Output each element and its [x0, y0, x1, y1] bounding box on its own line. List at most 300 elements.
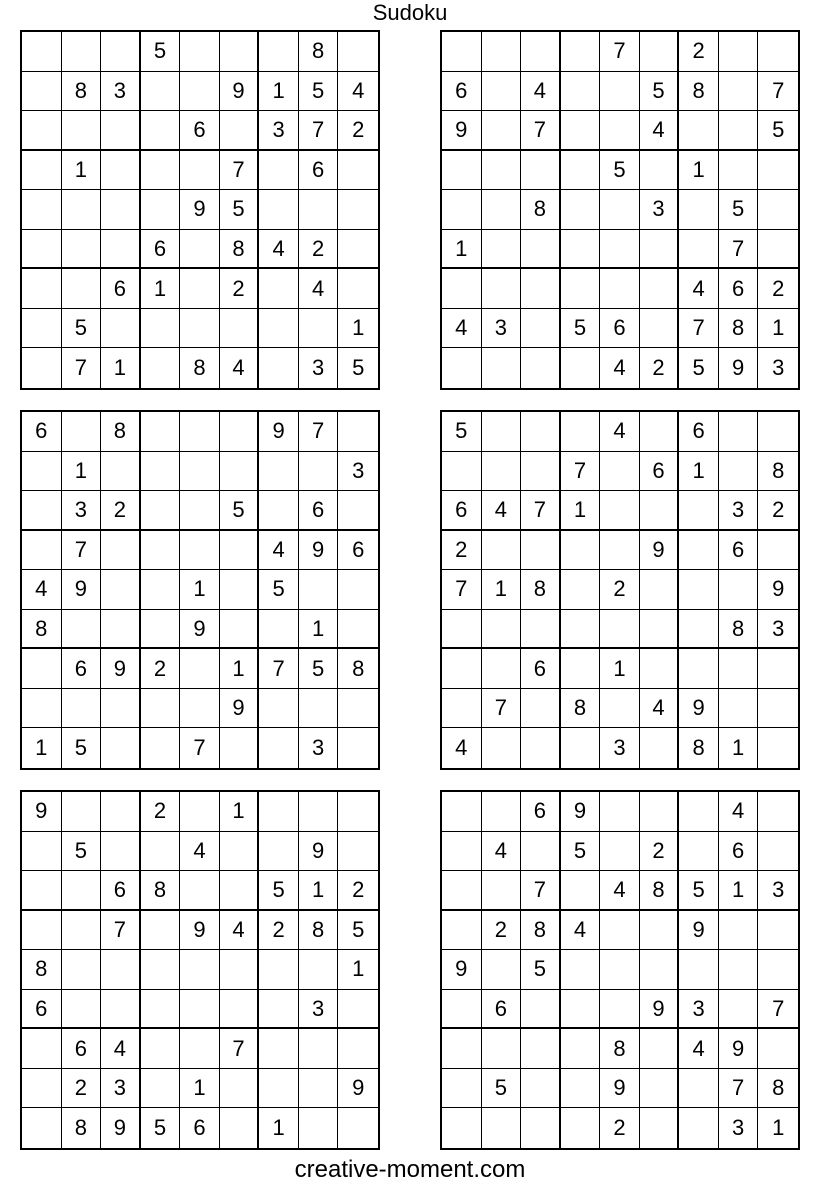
sudoku-cell: 1	[482, 570, 522, 610]
sudoku-cell	[482, 531, 522, 571]
sudoku-cell: 8	[640, 871, 680, 911]
sudoku-cell: 8	[101, 412, 141, 452]
sudoku-cell	[62, 871, 102, 911]
sudoku-cell	[521, 32, 561, 72]
sudoku-cell	[259, 832, 299, 872]
sudoku-cell	[22, 230, 62, 270]
sudoku-cell	[442, 269, 482, 309]
sudoku-cell: 7	[600, 32, 640, 72]
sudoku-cell: 2	[141, 649, 181, 689]
sudoku-cell	[600, 832, 640, 872]
sudoku-cell: 1	[299, 610, 339, 650]
sudoku-cell	[259, 452, 299, 492]
sudoku-cell	[758, 151, 798, 191]
sudoku-cell	[259, 792, 299, 832]
sudoku-cell	[679, 190, 719, 230]
sudoku-cell	[679, 792, 719, 832]
sudoku-cell: 9	[220, 72, 260, 112]
sudoku-cell: 9	[180, 190, 220, 230]
sudoku-cell	[62, 230, 102, 270]
sudoku-cell	[180, 230, 220, 270]
sudoku-cell: 1	[101, 348, 141, 388]
sudoku-cell	[22, 309, 62, 349]
sudoku-cell: 7	[299, 111, 339, 151]
sudoku-cell: 1	[259, 1108, 299, 1148]
sudoku-cell: 6	[442, 491, 482, 531]
sudoku-cell: 2	[600, 1108, 640, 1148]
sudoku-cell	[101, 832, 141, 872]
sudoku-cell	[758, 649, 798, 689]
sudoku-cell	[442, 990, 482, 1030]
sudoku-cell	[180, 452, 220, 492]
sudoku-cell: 9	[299, 832, 339, 872]
sudoku-cell: 9	[101, 1108, 141, 1148]
sudoku-cell	[62, 111, 102, 151]
sudoku-cell	[259, 610, 299, 650]
sudoku-cell	[640, 309, 680, 349]
sudoku-cell	[442, 348, 482, 388]
sudoku-cell	[338, 412, 378, 452]
sudoku-cell	[299, 792, 339, 832]
sudoku-cell: 9	[719, 348, 759, 388]
sudoku-cell	[101, 190, 141, 230]
sudoku-cell: 5	[220, 190, 260, 230]
sudoku-cell	[482, 950, 522, 990]
sudoku-cell	[101, 950, 141, 990]
sudoku-cell	[22, 649, 62, 689]
sudoku-cell	[561, 72, 601, 112]
sudoku-cell	[338, 1029, 378, 1069]
sudoku-cell: 7	[442, 570, 482, 610]
sudoku-cell	[259, 190, 299, 230]
sudoku-cell: 4	[561, 911, 601, 951]
sudoku-cell: 2	[141, 792, 181, 832]
sudoku-cell	[101, 111, 141, 151]
sudoku-cell	[719, 649, 759, 689]
sudoku-cell	[679, 111, 719, 151]
sudoku-cell	[482, 1108, 522, 1148]
sudoku-cell: 6	[719, 269, 759, 309]
sudoku-cell: 9	[640, 990, 680, 1030]
sudoku-cell	[141, 531, 181, 571]
sudoku-cell	[299, 1029, 339, 1069]
sudoku-cell	[220, 610, 260, 650]
sudoku-cell	[561, 649, 601, 689]
sudoku-cell: 1	[679, 452, 719, 492]
sudoku-cell	[259, 689, 299, 729]
sudoku-cell: 1	[442, 230, 482, 270]
sudoku-cell	[561, 32, 601, 72]
sudoku-cell: 9	[758, 570, 798, 610]
sudoku-cell: 4	[22, 570, 62, 610]
sudoku-cell	[338, 990, 378, 1030]
sudoku-cell	[141, 610, 181, 650]
sudoku-cell: 5	[259, 871, 299, 911]
sudoku-cell	[259, 990, 299, 1030]
sudoku-cell	[442, 1108, 482, 1148]
sudoku-cell	[22, 1108, 62, 1148]
sudoku-cell	[482, 412, 522, 452]
sudoku-cell: 6	[101, 269, 141, 309]
sudoku-cell	[101, 452, 141, 492]
sudoku-cell: 7	[180, 728, 220, 768]
sudoku-cell	[141, 412, 181, 452]
sudoku-cell	[561, 990, 601, 1030]
sudoku-cell	[220, 412, 260, 452]
sudoku-cell: 4	[299, 269, 339, 309]
sudoku-cell: 4	[101, 1029, 141, 1069]
sudoku-cell: 5	[141, 1108, 181, 1148]
sudoku-cell: 3	[259, 111, 299, 151]
sudoku-cell	[521, 728, 561, 768]
sudoku-cell: 8	[521, 911, 561, 951]
sudoku-cell	[719, 412, 759, 452]
sudoku-cell	[679, 1069, 719, 1109]
sudoku-cell	[600, 230, 640, 270]
sudoku-cell	[141, 491, 181, 531]
sudoku-cell	[482, 190, 522, 230]
sudoku-cell: 2	[101, 491, 141, 531]
sudoku-cell	[521, 1108, 561, 1148]
sudoku-cell	[220, 990, 260, 1030]
sudoku-cell: 5	[299, 72, 339, 112]
sudoku-puzzle-4	[440, 410, 800, 770]
sudoku-cell	[259, 1069, 299, 1109]
sudoku-cell	[338, 32, 378, 72]
sudoku-cell: 8	[141, 871, 181, 911]
sudoku-cell	[141, 832, 181, 872]
sudoku-cell	[180, 72, 220, 112]
sudoku-cell	[640, 792, 680, 832]
sudoku-cell	[22, 911, 62, 951]
sudoku-cell: 3	[679, 990, 719, 1030]
sudoku-puzzle-5	[20, 790, 380, 1150]
sudoku-cell	[482, 452, 522, 492]
sudoku-cell: 4	[442, 309, 482, 349]
sudoku-cell: 8	[220, 230, 260, 270]
sudoku-cell: 3	[62, 491, 102, 531]
sudoku-cell: 1	[141, 269, 181, 309]
sudoku-cell: 5	[299, 649, 339, 689]
sudoku-cell	[259, 1029, 299, 1069]
sudoku-cell: 2	[299, 230, 339, 270]
sudoku-cell	[338, 269, 378, 309]
sudoku-cell: 7	[101, 911, 141, 951]
sudoku-cell	[600, 610, 640, 650]
sudoku-cell	[521, 412, 561, 452]
sudoku-cell	[101, 990, 141, 1030]
sudoku-cell	[101, 151, 141, 191]
sudoku-cell: 9	[62, 570, 102, 610]
sudoku-cell	[600, 72, 640, 112]
sudoku-cell	[600, 190, 640, 230]
sudoku-cell: 4	[259, 531, 299, 571]
sudoku-cell	[482, 32, 522, 72]
sudoku-cell: 3	[772, 355, 785, 381]
sudoku-cell: 3	[600, 728, 640, 768]
sudoku-cell	[180, 649, 220, 689]
sudoku-cell	[220, 950, 260, 990]
sudoku-cell	[22, 452, 62, 492]
sudoku-cell	[679, 649, 719, 689]
sudoku-cell: 1	[719, 871, 759, 911]
sudoku-cell	[640, 1069, 680, 1109]
sudoku-cell: 5	[62, 832, 102, 872]
sudoku-cell: 3	[482, 309, 522, 349]
sudoku-cell	[521, 610, 561, 650]
sudoku-cell	[758, 412, 798, 452]
sudoku-cell	[442, 190, 482, 230]
sudoku-cell: 1	[338, 950, 378, 990]
sudoku-cell	[521, 1069, 561, 1109]
sudoku-cell	[338, 832, 378, 872]
sudoku-cell	[62, 792, 102, 832]
sudoku-cell	[220, 832, 260, 872]
sudoku-cell: 6	[338, 531, 378, 571]
sudoku-cell	[259, 728, 299, 768]
sudoku-cell	[259, 309, 299, 349]
sudoku-cell	[442, 1069, 482, 1109]
sudoku-cell	[482, 72, 522, 112]
sudoku-cell	[180, 990, 220, 1030]
sudoku-cell	[442, 911, 482, 951]
sudoku-cell	[640, 412, 680, 452]
sudoku-cell	[141, 990, 181, 1030]
sudoku-cell	[758, 911, 798, 951]
sudoku-cell: 8	[719, 309, 759, 349]
sudoku-cell: 1	[22, 728, 62, 768]
sudoku-cell: 2	[758, 491, 798, 531]
sudoku-cell	[758, 832, 798, 872]
sudoku-cell: 4	[220, 911, 260, 951]
sudoku-cell	[259, 950, 299, 990]
sudoku-cell: 7	[719, 1069, 759, 1109]
sudoku-cell: 9	[180, 911, 220, 951]
sudoku-cell	[600, 792, 640, 832]
sudoku-cell	[299, 452, 339, 492]
sudoku-cell: 1	[600, 649, 640, 689]
sudoku-cell: 6	[22, 412, 62, 452]
sudoku-cell	[338, 151, 378, 191]
sudoku-cell: 1	[62, 151, 102, 191]
sudoku-cell	[180, 412, 220, 452]
sudoku-cell	[482, 649, 522, 689]
sudoku-cell: 7	[62, 531, 102, 571]
sudoku-cell	[141, 348, 181, 388]
sudoku-cell	[220, 531, 260, 571]
sudoku-cell	[561, 348, 601, 388]
sudoku-cell	[758, 531, 798, 571]
sudoku-cell: 7	[758, 990, 798, 1030]
sudoku-cell: 1	[259, 72, 299, 112]
sudoku-cell: 8	[299, 911, 339, 951]
sudoku-cell: 3	[101, 1069, 141, 1109]
sudoku-cell	[22, 348, 62, 388]
sudoku-cell	[561, 230, 601, 270]
sudoku-cell: 5	[442, 412, 482, 452]
sudoku-cell: 1	[561, 491, 601, 531]
sudoku-cell: 5	[141, 32, 181, 72]
sudoku-cell	[679, 950, 719, 990]
sudoku-cell	[141, 728, 181, 768]
sudoku-cell	[259, 32, 299, 72]
sudoku-cell	[101, 309, 141, 349]
sudoku-cell	[600, 531, 640, 571]
sudoku-cell	[101, 792, 141, 832]
sudoku-cell: 2	[758, 269, 798, 309]
sudoku-cell	[220, 111, 260, 151]
sudoku-cell: 9	[338, 1069, 378, 1109]
sudoku-cell	[101, 689, 141, 729]
page-title: Sudoku	[372, 0, 448, 25]
sudoku-cell: 8	[521, 570, 561, 610]
sudoku-cell	[101, 728, 141, 768]
sudoku-cell	[640, 230, 680, 270]
sudoku-cell	[22, 32, 62, 72]
sudoku-cell	[299, 1069, 339, 1109]
sudoku-cell: 7	[679, 309, 719, 349]
sudoku-cell	[101, 230, 141, 270]
sudoku-cell	[62, 412, 102, 452]
sudoku-cell	[521, 531, 561, 571]
sudoku-cell: 7	[758, 72, 798, 112]
sudoku-cell: 4	[719, 792, 759, 832]
sudoku-cell	[521, 990, 561, 1030]
sudoku-cell	[180, 950, 220, 990]
sudoku-cell	[640, 610, 680, 650]
sudoku-cell: 6	[521, 649, 561, 689]
sudoku-cell: 6	[180, 111, 220, 151]
sudoku-cell: 8	[600, 1029, 640, 1069]
sudoku-cell: 8	[22, 610, 62, 650]
sudoku-cell	[719, 570, 759, 610]
sudoku-cell	[180, 871, 220, 911]
sudoku-cell: 3	[719, 1108, 759, 1148]
sudoku-cell: 8	[679, 728, 719, 768]
sudoku-cell	[442, 871, 482, 911]
sudoku-cell	[758, 1029, 798, 1069]
sudoku-cell	[758, 689, 798, 729]
sudoku-cell: 8	[679, 72, 719, 112]
sudoku-cell: 8	[22, 950, 62, 990]
sudoku-cell	[679, 531, 719, 571]
sudoku-cell	[719, 911, 759, 951]
sudoku-cell: 2	[220, 269, 260, 309]
sudoku-cell: 2	[600, 570, 640, 610]
sudoku-cell: 8	[338, 649, 378, 689]
sudoku-cell	[521, 348, 561, 388]
sudoku-cell	[561, 151, 601, 191]
sudoku-cell	[338, 689, 378, 729]
sudoku-cell: 6	[22, 990, 62, 1030]
sudoku-cell: 5	[679, 871, 719, 911]
sudoku-cell	[338, 491, 378, 531]
sudoku-cell: 4	[220, 348, 260, 388]
sudoku-cell: 8	[62, 1108, 102, 1148]
sudoku-cell	[220, 32, 260, 72]
sudoku-cell: 4	[600, 412, 640, 452]
sudoku-cell: 8	[62, 72, 102, 112]
sudoku-cell: 6	[719, 531, 759, 571]
sudoku-cell	[482, 792, 522, 832]
sudoku-cell: 6	[299, 491, 339, 531]
sudoku-cell	[22, 491, 62, 531]
sudoku-cell: 9	[719, 1029, 759, 1069]
sudoku-cell	[442, 792, 482, 832]
sudoku-cell	[22, 832, 62, 872]
sudoku-cell: 1	[299, 871, 339, 911]
sudoku-cell: 7	[62, 348, 102, 388]
sudoku-cell	[338, 1108, 378, 1148]
sudoku-cell	[521, 230, 561, 270]
sudoku-cell	[338, 792, 378, 832]
sudoku-cell	[640, 911, 680, 951]
sudoku-cell: 5	[561, 832, 601, 872]
sudoku-cell: 2	[62, 1069, 102, 1109]
sudoku-cell	[299, 190, 339, 230]
sudoku-cell	[679, 570, 719, 610]
sudoku-cell	[442, 610, 482, 650]
sudoku-cell: 1	[719, 728, 759, 768]
sudoku-cell	[220, 1069, 260, 1109]
sudoku-cell	[442, 32, 482, 72]
sudoku-cell	[62, 990, 102, 1030]
sudoku-cell	[62, 689, 102, 729]
sudoku-cell: 1	[62, 452, 102, 492]
sudoku-cell: 3	[758, 610, 798, 650]
sudoku-cell	[719, 990, 759, 1030]
sudoku-cell: 3	[299, 348, 339, 388]
sudoku-cell: 5	[561, 309, 601, 349]
sudoku-cell	[758, 32, 798, 72]
sudoku-cell	[220, 452, 260, 492]
sudoku-cell: 9	[442, 950, 482, 990]
sudoku-cell: 8	[561, 689, 601, 729]
sudoku-cell: 7	[719, 230, 759, 270]
sudoku-cell	[101, 610, 141, 650]
sudoku-cell	[220, 309, 260, 349]
sudoku-cell: 5	[338, 911, 378, 951]
sudoku-cell	[521, 689, 561, 729]
sudoku-cell	[338, 230, 378, 270]
sudoku-cell: 7	[521, 111, 561, 151]
sudoku-cell: 7	[220, 151, 260, 191]
sudoku-cell: 7	[259, 649, 299, 689]
sudoku-cell	[141, 190, 181, 230]
sudoku-cell	[141, 1029, 181, 1069]
sudoku-puzzle-6	[440, 790, 800, 1150]
sudoku-cell: 6	[719, 832, 759, 872]
sudoku-cell	[719, 151, 759, 191]
sudoku-cell	[758, 950, 798, 990]
sudoku-cell: 5	[679, 348, 719, 388]
sudoku-cell	[640, 950, 680, 990]
sudoku-cell: 4	[482, 491, 522, 531]
sudoku-cell: 6	[600, 309, 640, 349]
sudoku-cell: 1	[180, 570, 220, 610]
sudoku-cell	[180, 309, 220, 349]
sudoku-cell	[22, 1069, 62, 1109]
sudoku-cell: 2	[442, 531, 482, 571]
sudoku-cell	[561, 871, 601, 911]
sudoku-cell	[62, 610, 102, 650]
sudoku-cell: 1	[679, 151, 719, 191]
sudoku-cell: 1	[338, 309, 378, 349]
sudoku-cell	[220, 728, 260, 768]
sudoku-cell: 6	[101, 871, 141, 911]
sudoku-cell	[22, 689, 62, 729]
sudoku-cell	[679, 832, 719, 872]
